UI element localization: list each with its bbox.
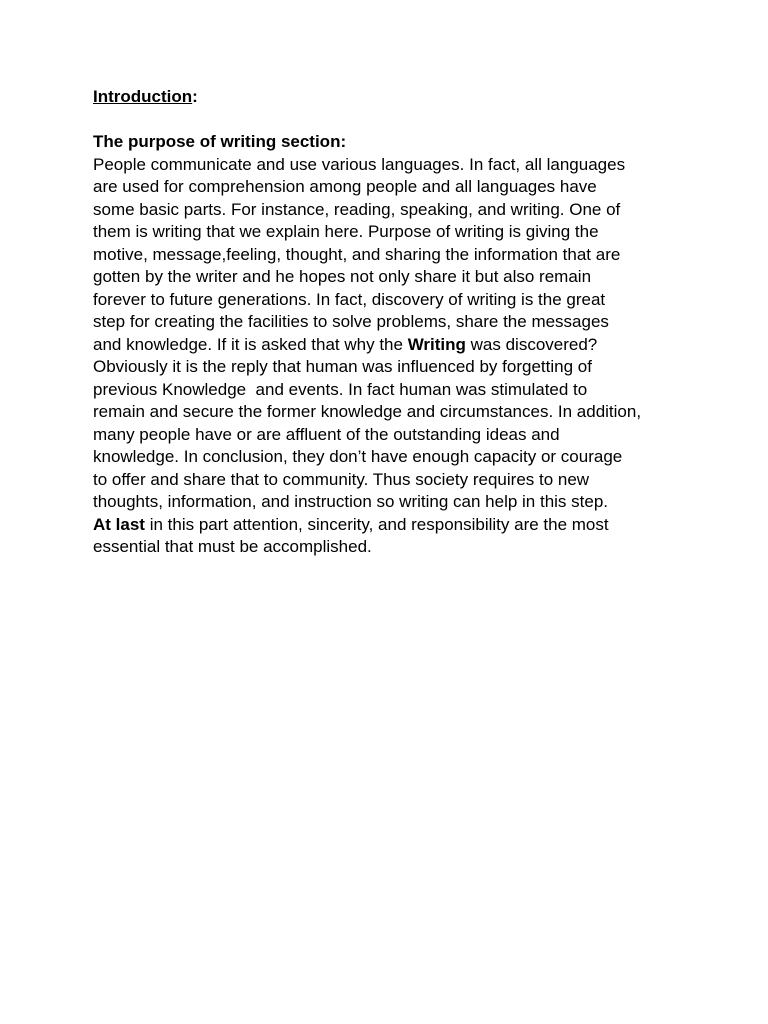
subheading: The purpose of writing section: (93, 132, 347, 151)
line-text: previous Knowledge and events. In fact human was stimulated to (93, 379, 588, 399)
paragraph-line (93, 536, 693, 559)
line-text: and knowledge. If it is asked that why the (93, 334, 408, 354)
paragraph-line (93, 334, 693, 357)
line-text: essential that must be accomplished. (93, 537, 372, 556)
body-paragraph (93, 154, 693, 559)
line-text: them is writing that we explain here. Purpose of writing is giving the (93, 222, 599, 241)
line-text: was discovered? (465, 334, 598, 354)
line-text: in this part attention, sincerity, and responsibility are the most (144, 514, 609, 534)
line-text: are used for comprehension among people and all languages have (93, 177, 597, 196)
line-text: many people have or are affluent of the outstanding ideas and (93, 424, 560, 444)
blank-line (93, 109, 693, 132)
paragraph-line (93, 446, 693, 469)
line-text: step for creating the facilities to solve problems, share the messages (93, 312, 609, 331)
line-text: Obviously it is the reply that human was influenced by forgetting of (93, 357, 592, 376)
paragraph-line (93, 176, 693, 199)
paragraph-line (93, 379, 693, 402)
paragraph-line (93, 266, 693, 289)
line-text: knowledge. In conclusion, they don’t have enough capacity or courage (93, 447, 623, 466)
paragraph-line (93, 514, 693, 537)
section-heading-colon: : (192, 87, 198, 106)
document-page (93, 86, 693, 559)
section-heading-text: Introduction (93, 87, 193, 106)
paragraph-line (93, 424, 693, 447)
bold-text: Writing (407, 334, 466, 354)
paragraph-line (93, 244, 693, 267)
paragraph-line (93, 469, 693, 492)
section-heading (93, 86, 693, 109)
bold-text: At last (93, 514, 145, 534)
line-text: forever to future generations. In fact, discovery of writing is the great (93, 289, 606, 309)
line-text: thoughts, information, and instruction so writing can help in this step. (93, 492, 609, 511)
line-text: some basic parts. For instance, reading, speaking, and writing. One of (93, 199, 621, 219)
paragraph-line (93, 311, 693, 334)
paragraph-line (93, 221, 693, 244)
paragraph-line (93, 154, 693, 177)
line-text: gotten by the writer and he hopes not only share it but also remain (93, 267, 592, 286)
paragraph-line (93, 491, 693, 514)
line-text: People communicate and use various languages. In fact, all languages (93, 154, 626, 174)
paragraph-line (93, 289, 693, 312)
line-text: to offer and share that to community. Thus society requires to new (93, 469, 590, 489)
paragraph-line (93, 401, 693, 424)
line-text: motive, message,feeling, thought, and sharing the information that are (93, 244, 621, 264)
line-text: remain and secure the former knowledge and circumstances. In addition, (93, 402, 642, 421)
paragraph-line (93, 199, 693, 222)
paragraph-line (93, 356, 693, 379)
